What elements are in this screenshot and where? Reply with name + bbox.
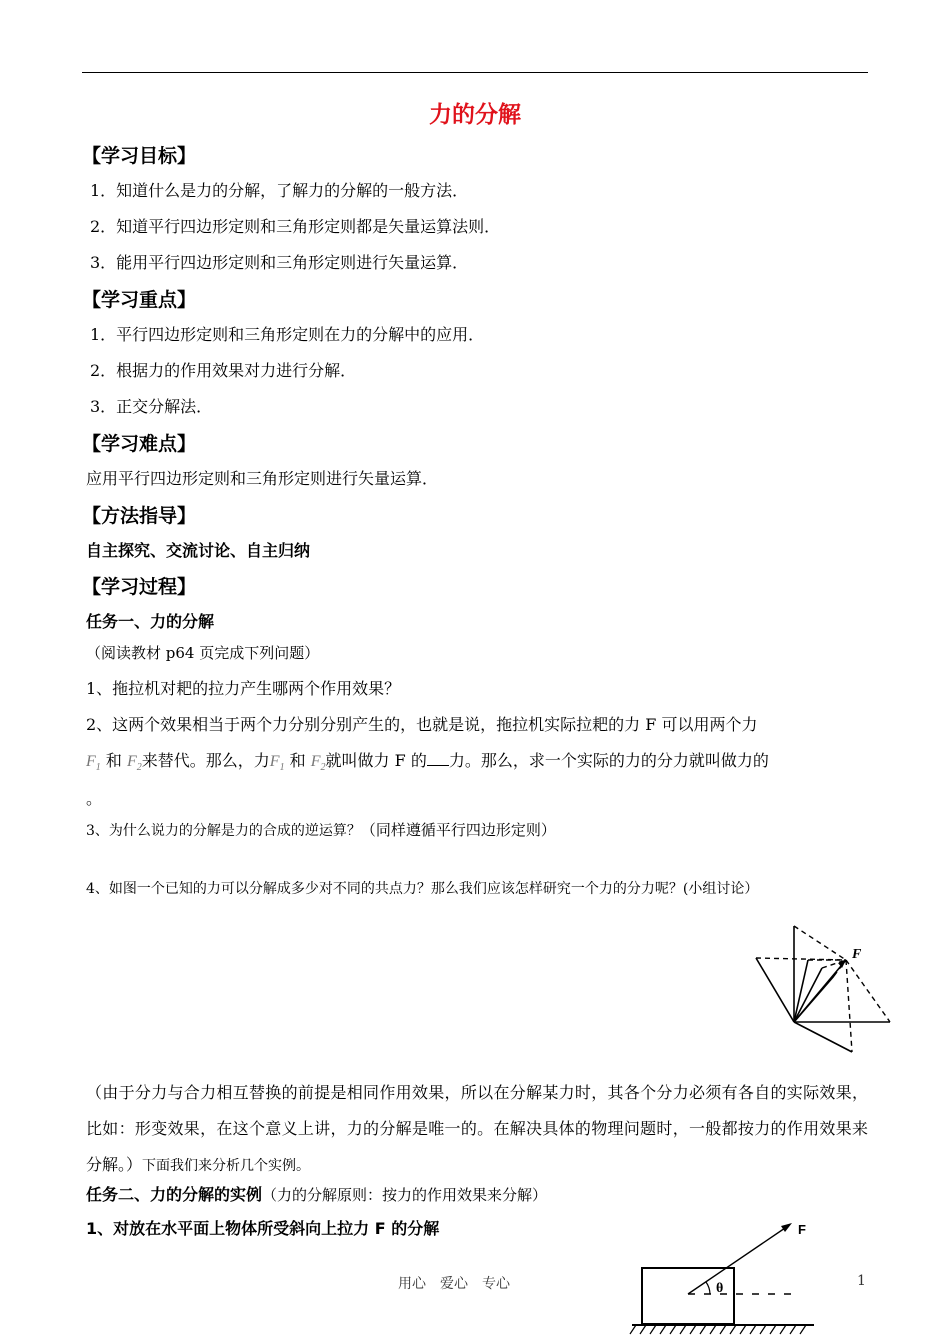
method-heading: 【方法指导】 bbox=[82, 505, 197, 527]
question-1: 1、拖拉机对耙的拉力产生哪两个作用效果？ bbox=[86, 679, 401, 698]
process-heading: 【学习过程】 bbox=[82, 576, 197, 598]
f-subscript: 1 bbox=[279, 762, 285, 774]
f-symbol: F bbox=[310, 753, 321, 770]
figure-label-f: F bbox=[798, 1222, 806, 1237]
dashed-line bbox=[846, 960, 890, 1022]
question-2-line3: 。 bbox=[86, 789, 103, 808]
figure-label-theta: θ bbox=[716, 1281, 724, 1296]
task2-heading-row bbox=[86, 1182, 547, 1205]
text-fragment: 和 bbox=[289, 751, 306, 770]
goals-heading: 【学习目标】 bbox=[82, 145, 197, 167]
explanation-tail: 下面我们来分析几个实例。 bbox=[142, 1158, 311, 1174]
angle-arc bbox=[706, 1282, 710, 1294]
footer-motto: 用心 爱心 专心 bbox=[398, 1276, 510, 1292]
dashed-line bbox=[756, 958, 846, 960]
header-rule bbox=[82, 72, 868, 73]
f-symbol: F bbox=[126, 753, 137, 770]
f-subscript: 1 bbox=[95, 762, 101, 774]
key-item: 1．平行四边形定则和三角形定则在力的分解中的应用． bbox=[90, 325, 485, 344]
difficult-heading: 【学习难点】 bbox=[82, 433, 197, 455]
block-pull-figure bbox=[628, 1212, 818, 1338]
goal-item: 2．知道平行四边形定则和三角形定则都是矢量运算法则． bbox=[90, 217, 501, 236]
text-fragment: 就叫做力 F 的 bbox=[325, 751, 427, 770]
page-title: 力的分解 bbox=[429, 102, 521, 128]
task2-item-1: 1、对放在水平面上物体所受斜向上拉力 F 的分解 bbox=[86, 1219, 440, 1238]
method-text: 自主探究、交流讨论、自主归纳 bbox=[86, 541, 311, 560]
key-item: 2．根据力的作用效果对力进行分解． bbox=[90, 361, 357, 380]
goal-item: 1．知道什么是力的分解，了解力的分解的一般方法． bbox=[90, 181, 469, 200]
dashed-line bbox=[846, 960, 852, 1052]
question-4: 4、如图一个已知的力可以分解成多少对不同的共点力？那么我们应该怎样研究一个力的分力呢？(小组讨论） bbox=[86, 881, 759, 897]
dashed-line bbox=[794, 926, 846, 960]
question-3-text: 3、为什么说力的分解是力的合成的逆运算？ bbox=[86, 823, 361, 839]
text-fragment: 力。那么，求一个实际的力的分力就叫做力的 bbox=[448, 751, 769, 770]
task2-principle: （力的分解原则：按力的作用效果来分解） bbox=[262, 1186, 548, 1204]
page-number: 1 bbox=[857, 1273, 866, 1289]
f-symbol: F bbox=[86, 753, 96, 770]
block bbox=[642, 1268, 734, 1324]
task1-heading: 任务一、力的分解 bbox=[86, 612, 215, 631]
f-subscript: 2 bbox=[136, 762, 142, 774]
text-fragment: 和 bbox=[105, 751, 122, 770]
component-line bbox=[794, 1022, 852, 1052]
task1-note: （阅读教材 p64 页完成下列问题） bbox=[86, 644, 320, 662]
figure-label-f: F bbox=[852, 947, 862, 962]
task2-heading: 任务二、力的分解的实例 bbox=[86, 1185, 263, 1204]
explanation-paragraph bbox=[86, 1075, 868, 1184]
component-line bbox=[756, 958, 794, 1022]
question-3 bbox=[86, 819, 556, 840]
force-decomposition-figure bbox=[748, 918, 898, 1058]
explanation-text: （由于分力与合力相互替换的前提是相同作用效果，所以在分解某力时，其各个分力必须有各自的实际效果，比如：形变效果，在这个意义上讲，力的分解是唯一的。在解决具体的物理问题时，一般都按力的作用效果来分解。） bbox=[86, 1083, 868, 1174]
f-symbol: F bbox=[269, 753, 280, 770]
question-2-line2 bbox=[86, 748, 769, 773]
question-3-hint: （同样遵循平行四边形定则） bbox=[360, 821, 556, 839]
answer-blank[interactable] bbox=[427, 751, 449, 766]
pull-force-line bbox=[688, 1226, 788, 1294]
key-heading: 【学习重点】 bbox=[82, 289, 197, 311]
question-2-line1: 2、这两个效果相当于两个力分别分别产生的，也就是说，拖拉机实际拉耙的力 F 可以用两个力 bbox=[86, 715, 758, 734]
key-item: 3．正交分解法． bbox=[90, 397, 213, 416]
arrowhead bbox=[781, 1223, 792, 1232]
text-fragment: 来替代。那么，力 bbox=[141, 751, 270, 770]
goal-item: 3．能用平行四边形定则和三角形定则进行矢量运算． bbox=[90, 253, 469, 272]
f-subscript: 2 bbox=[320, 762, 326, 774]
difficult-text: 应用平行四边形定则和三角形定则进行矢量运算． bbox=[86, 469, 439, 488]
ground-hatching bbox=[630, 1325, 806, 1334]
